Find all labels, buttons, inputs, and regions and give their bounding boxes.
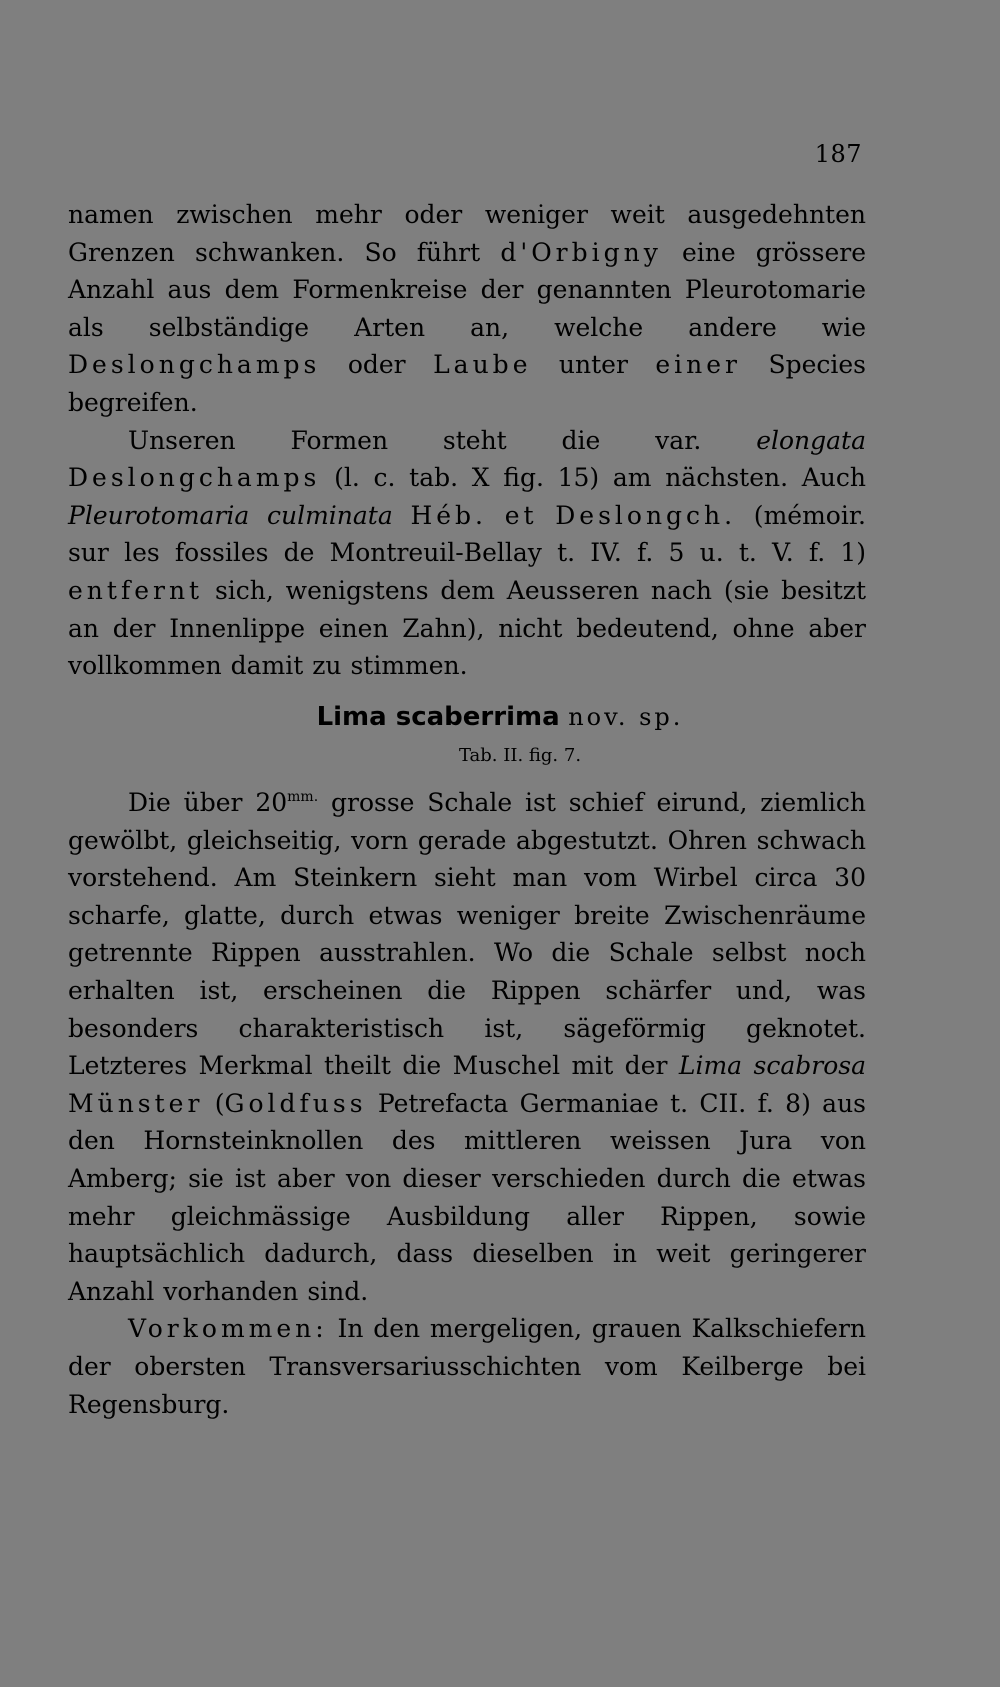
- plate-reference: Tab. II. fig. 7.: [458, 745, 582, 766]
- author-name: Deslongchamps: [68, 350, 321, 380]
- author-name: Deslongchamps: [68, 463, 321, 493]
- paragraph-4: Vorkommen: In den mergeligen, grauen Kalkschiefern der obersten Transversariusschichten vom Keilberge bei Regensburg.: [68, 1314, 866, 1419]
- paragraph-2: Unseren Formen steht die var. elongata Deslongchamps (l. c. tab. X fig. 15) am nächsten. Auch Pleurotomaria culminata Héb. et Deslongch. (mémoir. sur les fossiles de Montreuil-Bellay t. IV. f. 5 u. t. V. f. 1) entfernt sich, wenigstens dem Aeusseren nach (sie besitzt an der Innenlippe einen Zahn), nicht bedeutend, ohne aber vollkommen damit zu stimmen.: [68, 425, 866, 681]
- paragraph-1: namen zwischen mehr oder weniger weit ausgedehnten Grenzen schwanken. So führt d'Orbigny eine grössere Anzahl aus dem Formenkreise der genannten Pleurotomarie als selbständige Arten an, welche andere wie Deslongchamps oder Laube unter einer Species begreifen.: [68, 200, 867, 417]
- species-heading: [0, 700, 1000, 734]
- species-name: Lima scaberrima: [316, 702, 560, 732]
- taxon-name: elongata: [756, 425, 866, 455]
- author-name: Münster: [68, 1088, 204, 1118]
- paragraph-3: Die über $20^{mm.}$ grosse Schale ist schief eirund, ziemlich gewölbt, gleichseitig, vorn gerade abgestutzt. Ohren schwach vorstehend. Am Steinkern sieht man vom Wirbel circa 30 scharfe, glatte, durch etwas weniger breite Zwischenräume getrennte Rippen ausstrahlen. Wo die Schale selbst noch erhalten ist, erscheinen die Rippen schärfer und, was besonders charakteristisch ist, sägeförmig geknotet. Letzteres Merkmal theilt die Muschel mit der Lima scabrosa Münster (Goldfuss Petrefacta Germaniae t. CII. f. 8) aus den Hornsteinknollen des mittleren weissen Jura von Amberg; sie ist aber von dieser verschieden durch die etwas mehr gleichmässige Ausbildung aller Rippen, sowie hauptsächlich dadurch, dass dieselben in weit geringerer Anzahl vorhanden sind.: [68, 788, 867, 1306]
- species-suffix: nov. sp.: [568, 703, 684, 731]
- text-block-lower: [68, 784, 866, 1423]
- unit-superscript: mm.: [287, 789, 319, 805]
- taxon-name: Lima scabrosa: [678, 1051, 866, 1081]
- author-name: d'Orbigny: [500, 237, 662, 267]
- author-name: Héb.: [410, 500, 487, 530]
- emphasis: einer: [655, 350, 742, 380]
- author-name: Laube: [433, 350, 532, 380]
- page-number: 187: [814, 140, 862, 168]
- taxon-name: Pleurotomaria culminata: [68, 500, 393, 530]
- author-name: Deslongch.: [555, 500, 737, 530]
- section-label: Vorkommen:: [128, 1314, 328, 1344]
- author-name: Goldfuss: [224, 1088, 367, 1118]
- text-block-upper: [68, 196, 866, 685]
